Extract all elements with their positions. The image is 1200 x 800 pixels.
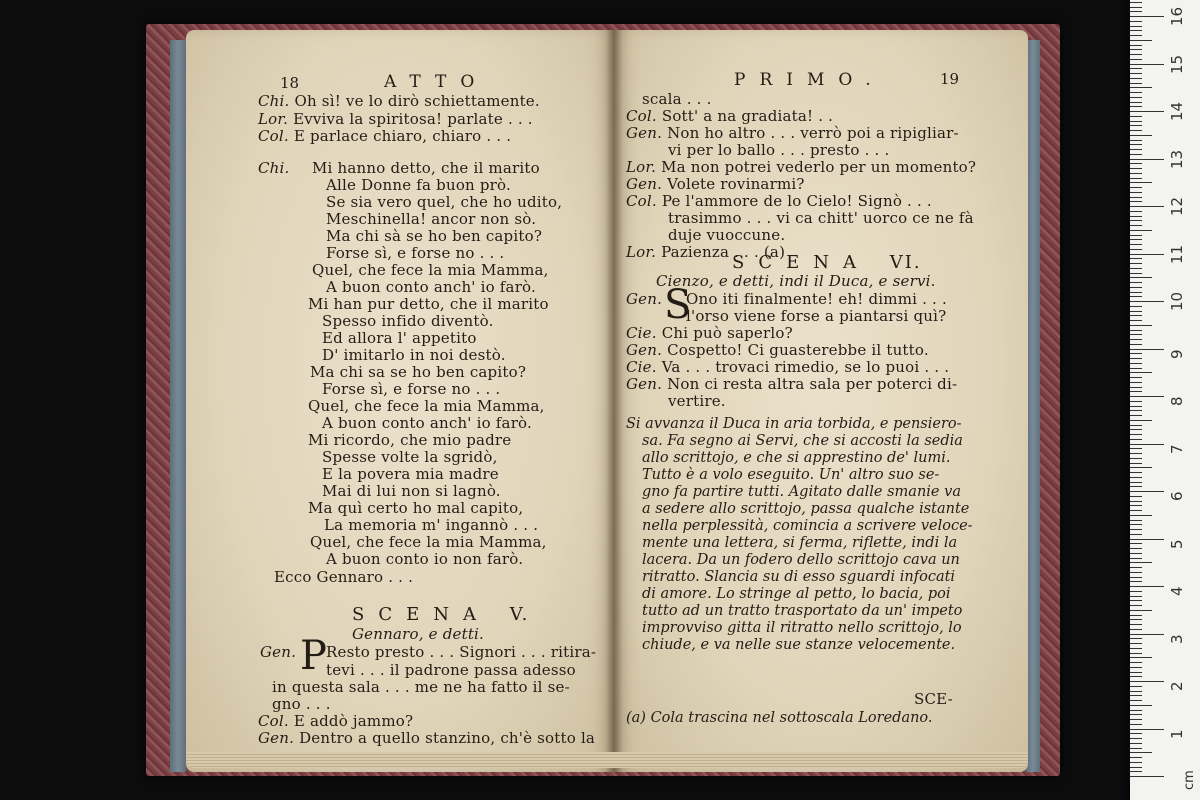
ruler-tick <box>1130 178 1142 179</box>
scene-cast: Cienzo, e detti, indi il Duca, e servi. <box>656 272 936 290</box>
dialogue-line: Ono iti finalmente! eh! dimmi . . . <box>686 290 947 308</box>
ruler-tick <box>1130 643 1142 644</box>
ruler-tick <box>1130 596 1142 597</box>
ruler-label: 12 <box>1168 196 1186 216</box>
ruler-tick <box>1130 97 1142 98</box>
verse-line: Forse sì, e forse no . . . <box>326 244 505 262</box>
ruler-tick <box>1130 339 1142 340</box>
ruler-tick <box>1130 368 1142 369</box>
verse-line: Meschinella! ancor non sò. <box>326 210 537 228</box>
verse-line: E la povera mia madre <box>322 465 499 483</box>
ruler-tick <box>1130 301 1164 302</box>
ruler-tick <box>1130 140 1142 141</box>
ruler-tick <box>1130 776 1164 777</box>
verse-line: A buon conto anch' io farò. <box>322 414 532 432</box>
ruler-label: 11 <box>1168 244 1186 264</box>
ruler-tick <box>1130 73 1142 74</box>
ruler-tick <box>1130 211 1142 212</box>
scene-heading: SCENA VI. <box>732 252 922 273</box>
ruler-tick <box>1130 415 1142 416</box>
ruler-tick <box>1130 125 1142 126</box>
ruler-tick <box>1130 26 1142 27</box>
ruler-tick <box>1130 600 1142 601</box>
ruler-tick <box>1130 562 1152 563</box>
dialogue-line: Gen. Non ci resta altra sala per poterci di- <box>626 375 958 393</box>
ruler-tick <box>1130 296 1142 297</box>
verse-line: Quel, che fece la mia Mamma, <box>310 533 547 551</box>
ruler-tick <box>1130 477 1142 478</box>
drop-cap: S <box>664 282 692 328</box>
ruler-tick <box>1130 239 1142 240</box>
stage-direction-line: chiude, e va nelle sue stanze velocemente. <box>642 637 956 653</box>
verse-line: La memoria m' ingannò . . . <box>324 516 539 534</box>
ruler-tick <box>1130 254 1164 255</box>
ruler-tick <box>1130 448 1142 449</box>
page-edges-left <box>186 752 614 768</box>
dialogue-line: Col. E parlace chiaro, chiaro . . . <box>258 127 512 145</box>
ruler-tick <box>1130 581 1142 582</box>
ruler-tick <box>1130 320 1142 321</box>
ruler-tick <box>1130 401 1142 402</box>
stage-direction-line: sa. Fa segno ai Servi, che si accosti la sedia <box>642 433 963 449</box>
ruler-label: 6 <box>1168 491 1186 501</box>
ruler-label: 1 <box>1168 728 1186 739</box>
footnote: (a) Cola trascina nel sottoscala Loredano. <box>626 710 933 726</box>
ruler-tick <box>1130 244 1142 245</box>
ruler-tick <box>1130 277 1152 278</box>
speaker-label: Gen. <box>626 290 663 308</box>
ruler-tick <box>1130 610 1152 611</box>
ruler-tick <box>1130 458 1142 459</box>
ruler-tick <box>1130 638 1142 639</box>
ruler-tick <box>1130 444 1164 445</box>
ruler-tick <box>1130 197 1142 198</box>
ruler-tick <box>1130 111 1164 112</box>
ruler-label: 2 <box>1168 681 1186 691</box>
ruler-tick <box>1130 372 1152 373</box>
ruler-tick <box>1130 11 1142 12</box>
verse-line: Mi ricordo, che mio padre <box>308 431 512 449</box>
verse-line: Ecco Gennaro . . . <box>274 568 414 586</box>
ruler-tick <box>1130 420 1152 421</box>
ruler-tick <box>1130 634 1164 635</box>
ruler-tick <box>1130 159 1164 160</box>
stage-direction-line: di amore. Lo stringe al petto, lo bacia, poi <box>642 586 951 602</box>
dialogue-line: in questa sala . . . me ne ha fatto il se- <box>272 678 570 696</box>
ruler-tick <box>1130 353 1142 354</box>
ruler-tick <box>1130 182 1152 183</box>
ruler-tick <box>1130 102 1142 103</box>
ruler-tick <box>1130 258 1142 259</box>
ruler-tick <box>1130 733 1142 734</box>
ruler-tick <box>1130 653 1142 654</box>
ruler-label: 16 <box>1168 6 1186 26</box>
dialogue-line: Gen. Volete rovinarmi? <box>626 175 805 193</box>
drop-cap: P <box>300 633 327 679</box>
right-page <box>614 30 1028 772</box>
ruler-tick <box>1130 54 1142 55</box>
dialogue-line: trasimmo . . . vi ca chitt' uorco ce ne fà <box>668 209 974 227</box>
ruler-tick <box>1130 496 1142 497</box>
stage-direction-line: gno fa partire tutti. Agitato dalle smanie va <box>642 484 961 500</box>
ruler-tick <box>1130 510 1142 511</box>
ruler-tick <box>1130 624 1142 625</box>
dialogue-line: Gen. Non ho altro . . . verrò poi a ripigliar- <box>626 124 959 142</box>
stage-direction-line: improvviso gitta il ritratto nello scrittojo, lo <box>642 620 962 636</box>
ruler-tick <box>1130 529 1142 530</box>
ruler-tick <box>1130 724 1142 725</box>
ruler-tick <box>1130 629 1142 630</box>
ruler-label: 15 <box>1168 54 1186 74</box>
ruler-tick <box>1130 49 1142 50</box>
verse-line: Se sia vero quel, che ho udito, <box>326 193 563 211</box>
ruler-tick <box>1130 391 1142 392</box>
ruler-tick <box>1130 553 1142 554</box>
ruler-tick <box>1130 591 1142 592</box>
verse-line: Ed allora l' appetito <box>322 329 477 347</box>
verse-line: Spesso infido diventò. <box>322 312 494 330</box>
ruler-tick <box>1130 30 1142 31</box>
verse-line: Quel, che fece la mia Mamma, <box>308 397 545 415</box>
ruler-tick <box>1130 78 1142 79</box>
ruler-tick <box>1130 154 1142 155</box>
ruler-tick <box>1130 700 1142 701</box>
stage-direction-line: Si avvanza il Duca in aria torbida, e pensiero- <box>626 416 962 432</box>
dialogue-line: Lor. Pazienza . . . (a) <box>626 243 786 261</box>
ruler-tick <box>1130 539 1164 540</box>
ruler-tick <box>1130 268 1142 269</box>
ruler-tick <box>1130 486 1142 487</box>
stage-direction-line: nella perplessità, comincia a scrivere veloce- <box>642 518 973 534</box>
ruler-tick <box>1130 524 1142 525</box>
ruler-tick <box>1130 425 1142 426</box>
dialogue-line: vertire. <box>668 392 726 410</box>
ruler-tick <box>1130 757 1142 758</box>
ruler-tick <box>1130 192 1142 193</box>
ruler-tick <box>1130 558 1142 559</box>
ruler-tick <box>1130 230 1152 231</box>
ruler-tick <box>1130 714 1142 715</box>
ruler-label: 7 <box>1168 443 1186 454</box>
ruler-tick <box>1130 68 1142 69</box>
scene-heading: SCENA V. <box>352 604 530 625</box>
dialogue-line: Cie. Chi può saperlo? <box>626 324 793 342</box>
ruler-tick <box>1130 92 1142 93</box>
ruler-tick <box>1130 681 1164 682</box>
ruler-tick <box>1130 572 1142 573</box>
dialogue-line: duje vuoccune. <box>668 226 786 244</box>
ruler-tick <box>1130 363 1142 364</box>
ruler-tick <box>1130 577 1142 578</box>
stage-direction-line: ritratto. Slancia su di esso sguardi infocati <box>642 569 956 585</box>
ruler-unit: cm <box>1182 770 1197 790</box>
ruler-tick <box>1130 187 1142 188</box>
ruler-label: 9 <box>1168 348 1186 359</box>
stage-direction-line: lacera. Da un fodero dello scrittojo cava un <box>642 552 960 568</box>
ruler-tick <box>1130 358 1142 359</box>
verse-line: D' imitarlo in noi destò. <box>322 346 506 364</box>
ruler-tick <box>1130 491 1164 492</box>
ruler-tick <box>1130 387 1142 388</box>
ruler-tick <box>1130 220 1142 221</box>
ruler-tick <box>1130 7 1142 8</box>
ruler-tick <box>1130 719 1142 720</box>
verse-line: Mi han pur detto, che il marito <box>308 295 549 313</box>
ruler-tick <box>1130 605 1142 606</box>
running-head: ATTO <box>384 72 489 92</box>
stage-direction-line: allo scrittojo, e che si apprestino de' lumi. <box>642 450 951 466</box>
stage-direction-line: Tutto è a volo eseguito. Un' altro suo se- <box>642 467 940 483</box>
ruler-tick <box>1130 35 1142 36</box>
ruler-tick <box>1130 121 1142 122</box>
verse-line: Ma chi sà se ho ben capito? <box>326 227 543 245</box>
book-gutter <box>606 30 622 772</box>
ruler-tick <box>1130 16 1164 17</box>
ruler-tick <box>1130 429 1142 430</box>
verse-line: Mai di lui non si lagnò. <box>322 482 501 500</box>
ruler-tick <box>1130 311 1142 312</box>
dialogue-line: Lor. Evviva la spiritosa! parlate . . . <box>258 110 533 128</box>
running-head: PRIMO. <box>734 70 885 90</box>
ruler-tick <box>1130 2 1142 3</box>
dialogue-line: Resto presto . . . Signori . . . ritira- <box>326 643 597 661</box>
ruler-label: 13 <box>1168 149 1186 169</box>
verse-line: A buon conto io non farò. <box>326 550 524 568</box>
ruler-tick <box>1130 334 1142 335</box>
dialogue-line: Lor. Ma non potrei vederlo per un momento? <box>626 158 977 176</box>
ruler-tick <box>1130 743 1142 744</box>
ruler-tick <box>1130 45 1142 46</box>
ruler-tick <box>1130 396 1164 397</box>
ruler-tick <box>1130 263 1142 264</box>
endpaper-strip-right <box>1026 40 1040 772</box>
ruler-tick <box>1130 771 1142 772</box>
ruler-tick <box>1130 748 1142 749</box>
ruler-tick <box>1130 648 1142 649</box>
scene-cast: Gennaro, e detti. <box>352 625 485 643</box>
stage-direction-line: a sedere allo scrittojo, passa qualche istante <box>642 501 970 517</box>
ruler-tick <box>1130 130 1142 131</box>
ruler-tick <box>1130 382 1142 383</box>
dialogue-line: Gen. Cospetto! Ci guasterebbe il tutto. <box>626 341 929 359</box>
ruler-tick <box>1130 216 1142 217</box>
ruler-tick <box>1130 672 1142 673</box>
verse-line: Ma chi sa se ho ben capito? <box>310 363 527 381</box>
dialogue-line: vi per lo ballo . . . presto . . . <box>668 141 890 159</box>
ruler-tick <box>1130 273 1142 274</box>
verse-line: Spesse volte la sgridò, <box>322 448 498 466</box>
verse-line: Ma quì certo ho mal capito, <box>308 499 524 517</box>
ruler-tick <box>1130 439 1142 440</box>
ruler-tick <box>1130 410 1142 411</box>
ruler-tick <box>1130 59 1142 60</box>
ruler-label: 8 <box>1168 396 1186 406</box>
ruler-tick <box>1130 116 1142 117</box>
ruler-tick <box>1130 173 1142 174</box>
verse-line: A buon conto anch' io farò. <box>326 278 536 296</box>
dialogue-line: scala . . . <box>642 90 712 108</box>
ruler-tick <box>1130 567 1142 568</box>
ruler-label: 4 <box>1168 586 1186 596</box>
ruler-tick <box>1130 615 1142 616</box>
ruler-tick <box>1130 467 1152 468</box>
ruler-tick <box>1130 144 1142 145</box>
ruler-tick <box>1130 21 1142 22</box>
dialogue-line: Gen. Dentro a quello stanzino, ch'è sotto la <box>258 729 596 747</box>
dialogue-line: Col. Sott' a na gradiata! . . <box>626 107 834 125</box>
ruler-tick <box>1130 691 1142 692</box>
ruler-tick <box>1130 548 1142 549</box>
ruler-tick <box>1130 710 1142 711</box>
dialogue-line: Col. E addò jammo? <box>258 712 414 730</box>
ruler-tick <box>1130 463 1142 464</box>
ruler-tick <box>1130 377 1142 378</box>
dialogue-line: Chi. Oh sì! ve lo dirò schiettamente. <box>258 92 540 110</box>
ruler-tick <box>1130 106 1142 107</box>
ruler-tick <box>1130 292 1142 293</box>
ruler-tick <box>1130 315 1142 316</box>
catchword: SCE- <box>914 690 953 708</box>
ruler-tick <box>1130 168 1142 169</box>
ruler-tick <box>1130 201 1142 202</box>
ruler-label: 14 <box>1168 101 1186 121</box>
left-page <box>186 30 614 772</box>
ruler-tick <box>1130 282 1142 283</box>
stage-direction-line: tutto ad un tratto trasportato da un' impeto <box>642 603 963 619</box>
ruler-tick <box>1130 619 1142 620</box>
ruler-tick <box>1130 87 1152 88</box>
verse-line: Mi hanno detto, che il marito <box>312 159 540 177</box>
ruler-label: 10 <box>1168 291 1186 311</box>
ruler-tick <box>1130 287 1142 288</box>
ruler-tick <box>1130 543 1142 544</box>
ruler-tick <box>1130 453 1142 454</box>
ruler-tick <box>1130 225 1142 226</box>
ruler-tick <box>1130 505 1142 506</box>
verse-line: Alle Donne fa buon prò. <box>326 176 511 194</box>
dialogue-line: Col. Pe l'ammore de lo Cielo! Signò . . . <box>626 192 932 210</box>
ruler-tick <box>1130 434 1142 435</box>
ruler-tick <box>1130 40 1152 41</box>
ruler-tick <box>1130 695 1142 696</box>
ruler-tick <box>1130 482 1142 483</box>
ruler-tick <box>1130 662 1142 663</box>
page-number: 18 <box>280 74 300 92</box>
dialogue-line: l'orso viene forse a piantarsi quì? <box>686 307 947 325</box>
ruler-tick <box>1130 515 1152 516</box>
ruler-tick <box>1130 705 1152 706</box>
ruler-tick <box>1130 501 1142 502</box>
ruler-tick <box>1130 586 1164 587</box>
ruler-tick <box>1130 534 1142 535</box>
ruler-tick <box>1130 406 1142 407</box>
ruler-tick <box>1130 344 1142 345</box>
ruler-tick <box>1130 235 1142 236</box>
page-number: 19 <box>940 70 960 88</box>
endpaper-strip-left <box>170 40 186 772</box>
speaker-label: Chi. <box>258 159 290 177</box>
speaker-label: Gen. <box>260 643 297 661</box>
ruler-tick <box>1130 729 1164 730</box>
ruler-tick <box>1130 752 1152 753</box>
measuring-ruler <box>1130 0 1200 800</box>
dialogue-line: gno . . . <box>272 695 331 713</box>
ruler-tick <box>1130 206 1164 207</box>
ruler-label: 3 <box>1168 633 1186 644</box>
ruler-tick <box>1130 767 1142 768</box>
ruler-tick <box>1130 149 1142 150</box>
stage-direction-line: mente una lettera, si ferma, riflette, indi la <box>642 535 958 551</box>
ruler-tick <box>1130 349 1164 350</box>
ruler-tick <box>1130 135 1152 136</box>
ruler-tick <box>1130 325 1152 326</box>
ruler-tick <box>1130 686 1142 687</box>
ruler-tick <box>1130 64 1164 65</box>
ruler-tick <box>1130 472 1142 473</box>
ruler-tick <box>1130 306 1142 307</box>
ruler-tick <box>1130 83 1142 84</box>
ruler-tick <box>1130 249 1142 250</box>
ruler-tick <box>1130 330 1142 331</box>
ruler-tick <box>1130 676 1142 677</box>
page-edges-right <box>614 752 1028 768</box>
verse-line: Forse sì, e forse no . . . <box>322 380 501 398</box>
ruler-tick <box>1130 667 1142 668</box>
verse-line: Quel, che fece la mia Mamma, <box>312 261 549 279</box>
ruler-tick <box>1130 520 1142 521</box>
ruler-tick <box>1130 657 1152 658</box>
ruler-label: 5 <box>1168 538 1186 549</box>
dialogue-line: tevi . . . il padrone passa adesso <box>326 661 576 679</box>
ruler-tick <box>1130 163 1142 164</box>
dialogue-line: Cie. Va . . . trovaci rimedio, se lo puoi . . . <box>626 358 950 376</box>
ruler-tick <box>1130 738 1142 739</box>
ruler-tick <box>1130 762 1142 763</box>
